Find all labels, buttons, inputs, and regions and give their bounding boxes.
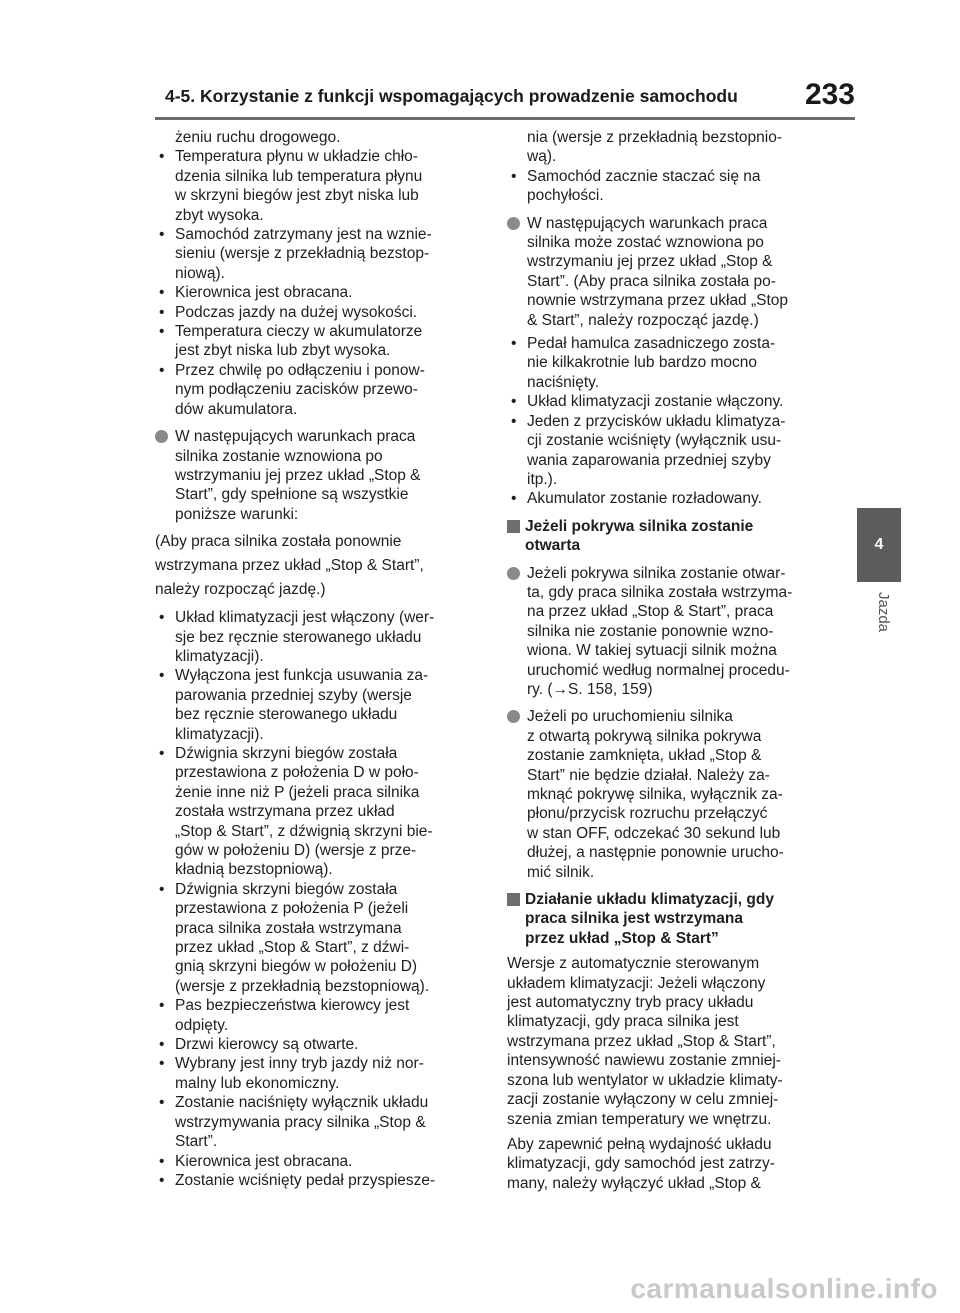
list-item: • Dźwignia skrzyni biegów została przestawiona z położenia D w poło- żenie inne niż P (jeżeli praca silnika została wstrzymana przez układ „Stop & Start”, z dźwignią skrzyni bie- gów w położeniu D) (wersje z prze- kładnią bezstopniową). [155, 744, 485, 880]
info-paragraph: Jeżeli po uruchomieniu silnika z otwartą pokrywą silnika pokrywa zostanie zamknięta, układ „Stop & Start” nie będzie działał. Należy za- mknąć pokrywę silnika, wyłącznik za- płonu/przycisk rozruchu przełączyć w stan OFF, odczekać 30 sekund lub dłużej, a następnie ponownie urucho- mić silnik. [507, 707, 842, 882]
list-item: • Kierownica jest obracana. [155, 1152, 485, 1171]
circle-bullet-icon [507, 567, 520, 580]
left-column [155, 128, 485, 1190]
chapter-tab[interactable] [857, 508, 901, 582]
right-column [507, 128, 842, 1193]
list-item: • Wybrany jest inny tryb jazdy niż nor- malny lub ekonomiczny. [155, 1054, 485, 1093]
list-item: • Temperatura cieczy w akumulatorze jest zbyt niska lub zbyt wysoka. [155, 322, 485, 361]
info-paragraph: W następujących warunkach praca silnika zostanie wznowiona po wstrzymaniu jej przez układ „Stop & Start”, gdy spełnione są wszystkie poniższe warunki: [155, 427, 485, 524]
circle-bullet-icon [155, 430, 168, 443]
note-paragraph: (Aby praca silnika została ponownie wstrzymana przez układ „Stop & Start”, należy rozpocząć jazdę.) [155, 533, 424, 599]
page-number: 233 [804, 78, 855, 111]
page-header [155, 78, 855, 120]
chapter-number: 4 [874, 536, 884, 553]
list-item: • Zostanie naciśnięty wyłącznik układu wstrzymywania pracy silnika „Stop & Start”. [155, 1093, 485, 1151]
list-item: • Dźwignia skrzyni biegów została przestawiona z położenia P (jeżeli praca silnika została wstrzymana przez układ „Stop & Start”, z dźwi- gnią skrzyni biegów w położeniu D) (wersje z przekładnią bezstopniową). [155, 880, 485, 996]
section-heading: Działanie układu klimatyzacji, gdy praca silnika jest wstrzymana przez układ „Stop & Start” [507, 890, 842, 948]
list-item: • Zostanie wciśnięty pedał przyspiesze- [155, 1171, 485, 1190]
list-item: • Wyłączona jest funkcja usuwania za- parowania przedniej szyby (wersje bez ręcznie sterowanego układu klimatyzacji). [155, 666, 485, 744]
square-bullet-icon [507, 893, 520, 906]
square-bullet-icon [507, 520, 520, 533]
list-item: • Samochód zacznie staczać się na pochyłości. [507, 167, 842, 206]
section-heading: Jeżeli pokrywa silnika zostanie otwarta [507, 517, 842, 556]
circle-bullet-icon [507, 217, 520, 230]
body-paragraph: Wersje z automatycznie sterowanym układem klimatyzacji: Jeżeli włączony jest automatyczny tryb pracy układu klimatyzacji, gdy praca silnika jest wstrzymana przez układ „Stop & Start”, intensywność nawiewu zostanie zmniej- szona lub wentylator w układzie klimaty- zacji zostanie wyłączony w celu zmniej- szenia zmian temperatury we wnętrzu. [507, 955, 783, 1128]
info-paragraph: W następujących warunkach praca silnika może zostać wznowiona po wstrzymaniu jej przez układ „Stop & Start”. (Aby praca silnika została po- nownie wstrzymana przez układ „Stop & Start”, należy rozpocząć jazdę.) [507, 214, 842, 330]
list-item: • Jeden z przycisków układu klimatyza- cji zostanie wciśnięty (wyłącznik usu- wania zaparowania przedniej szyby itp.). [507, 412, 842, 490]
list-item: • Układ klimatyzacji jest włączony (wer- sje bez ręcznie sterowanego układu klimatyzacji). [155, 608, 485, 666]
list-item: • Pedał hamulca zasadniczego zosta- nie kilkakrotnie lub bardzo mocno naciśnięty. [507, 334, 842, 392]
list-item: • Przez chwilę po odłączeniu i ponow- nym podłączeniu zacisków przewo- dów akumulatora. [155, 361, 485, 419]
list-item: • Pas bezpieczeństwa kierowcy jest odpięty. [155, 996, 485, 1035]
text-line: nia (wersje z przekładnią bezstopnio- wą). [527, 129, 783, 166]
header-divider [155, 117, 855, 120]
list-item: • Akumulator zostanie rozładowany. [507, 489, 842, 508]
text-line: żeniu ruchu drogowego. [175, 129, 341, 146]
list-item: • Drzwi kierowcy są otwarte. [155, 1035, 485, 1054]
circle-bullet-icon [507, 710, 520, 723]
chapter-label: Jazda [875, 592, 892, 633]
watermark: carmanualsonline.info [630, 1273, 938, 1304]
info-paragraph: Jeżeli pokrywa silnika zostanie otwar- ta, gdy praca silnika została wstrzyma- na przez układ „Stop & Start”, praca silnika nie zostanie ponownie wzno- wiona. W takiej sytuacji silnik można uruchomić według normalnej procedu- ry. (→S. 158, 159) [507, 564, 842, 700]
list-item: • Kierownica jest obracana. [155, 283, 485, 302]
list-item: • Temperatura płynu w układzie chło- dzenia silnika lub temperatura płynu w skrzyni biegów jest zbyt niska lub zbyt wysoka. [155, 147, 485, 225]
list-item: • Układ klimatyzacji zostanie włączony. [507, 392, 842, 411]
list-item: • Samochód zatrzymany jest na wznie- sieniu (wersje z przekładnią bezstop- niową). [155, 225, 485, 283]
section-title: 4-5. Korzystanie z funkcji wspomagających prowadzenie samochodu [165, 86, 738, 106]
body-paragraph: Aby zapewnić pełną wydajność układu klimatyzacji, gdy samochód jest zatrzy- many, należy wyłączyć układ „Stop & [507, 1135, 775, 1192]
list-item: • Podczas jazdy na dużej wysokości. [155, 303, 485, 322]
